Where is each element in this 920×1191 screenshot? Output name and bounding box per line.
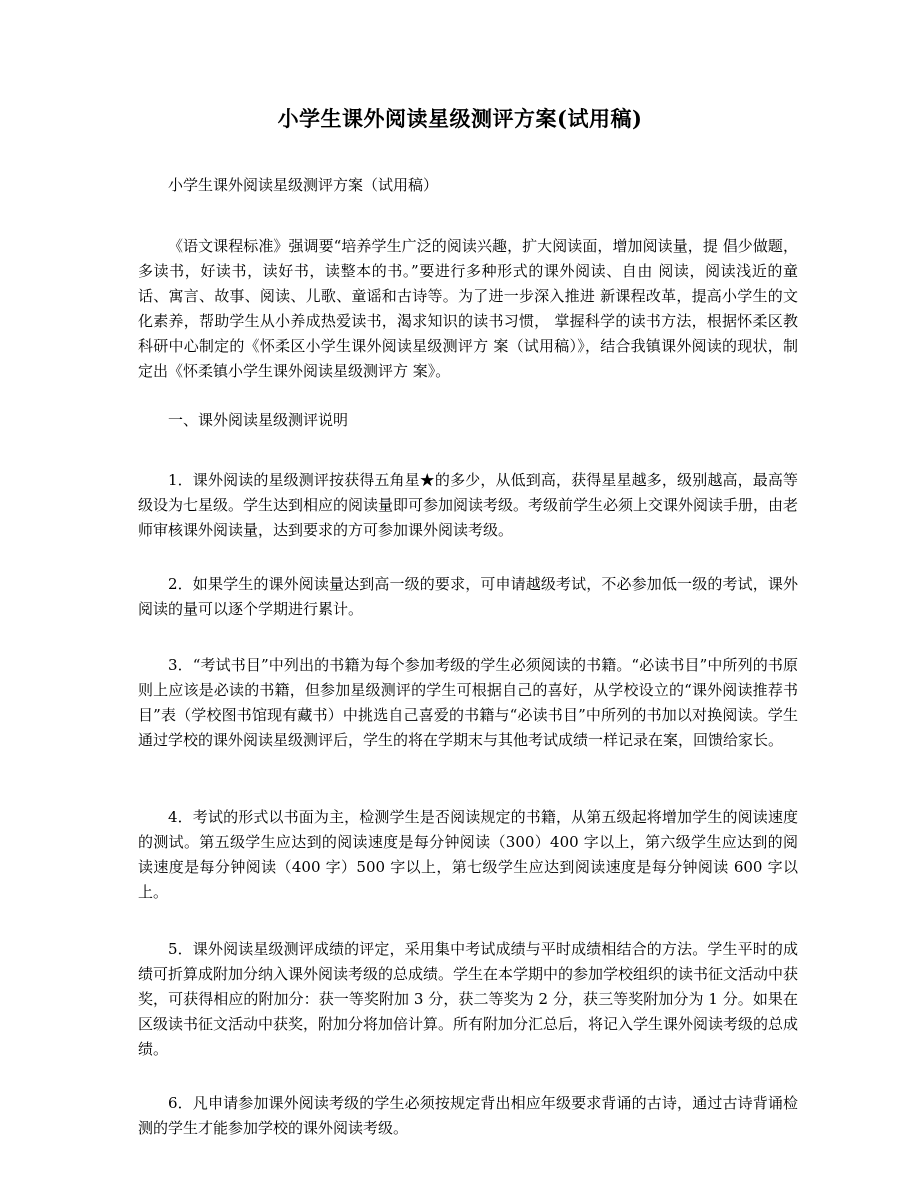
rule-item-4: 4．考试的形式以书面为主，检测学生是否阅读规定的书籍，从第五级起将增加学生的阅读速度的测试。第五级学生应达到的阅读速度是每分钟阅读（300）400 字以上，第六级学生应达到的阅读速度是每分钟阅读（400 字）500 字以上，第七级学生应达到阅读速度是每分钟阅读 600 字以上。 [138, 808, 798, 901]
intro-paragraph: 《语文课程标准》强调要“培养学生广泛的阅读兴趣，扩大阅读面，增加阅读量，提 倡少做题，多读书，好读书，读好书，读整本的书。”要进行多种形式的课外阅读、自由 阅读，阅读浅近的童话、寓言、故事、阅读、儿歌、童谣和古诗等。为了进一步深入推进 新课程改革，提高小学生的文化素养，帮助学生从小养成热爱读书，渴求知识的读书习惯， 掌握科学的读书方法，根据怀柔区教科研中心制定的《怀柔区小学生课外阅读星级测评方 案（试用稿）》，结合我镇课外阅读的现状，制定出《怀柔镇小学生课外阅读星级测评方 案》。 [138, 237, 798, 380]
section-heading: 一、课外阅读星级测评说明 [168, 411, 349, 429]
rule-item-2: 2．如果学生的课外阅读量达到高一级的要求，可申请越级考试，不必参加低一级的考试，课外阅读的量可以逐个学期进行累计。 [138, 575, 798, 618]
document-subtitle: 小学生课外阅读星级测评方案（试用稿） [168, 176, 439, 194]
document-title: 小学生课外阅读星级测评方案(试用稿) [277, 106, 643, 131]
rule-item-5: 5．课外阅读星级测评成绩的评定，采用集中考试成绩与平时成绩相结合的方法。学生平时的成绩可折算成附加分纳入课外阅读考级的总成绩。学生在本学期中的参加学校组织的读书征文活动中获奖，可获得相应的附加分：获一等奖附加 3 分，获二等奖为 2 分，获三等奖附加分为 1 分。如果在区级读书征文活动中获奖，附加分将加倍计算。所有附加分汇总后，将记入学生课外阅读考级的总成绩。 [138, 940, 799, 1058]
rule-item-6: 6．凡申请参加课外阅读考级的学生必须按规定背出相应年级要求背诵的古诗，通过古诗背诵检测的学生才能参加学校的课外阅读考级。 [138, 1094, 798, 1137]
rule-item-3: 3．“考试书目”中列出的书籍为每个参加考级的学生必须阅读的书籍。“必读书目”中所列的书原则上应该是必读的书籍，但参加星级测评的学生可根据自己的喜好，从学校设立的“课外阅读推荐书目”表（学校图书馆现有藏书）中挑选自己喜爱的书籍与“必读书目”中所列的书加以对换阅读。学生通过学校的课外阅读星级测评后，学生的将在学期末与其他考试成绩一样记录在案，回馈给家长。 [138, 656, 798, 749]
rule-item-1: 1．课外阅读的星级测评按获得五角星★的多少，从低到高，获得星星越多，级别越高，最高等级设为七星级。学生达到相应的阅读量即可参加阅读考级。考级前学生必须上交课外阅读手册，由老师审核课外阅读量，达到要求的方可参加课外阅读考级。 [138, 471, 799, 539]
